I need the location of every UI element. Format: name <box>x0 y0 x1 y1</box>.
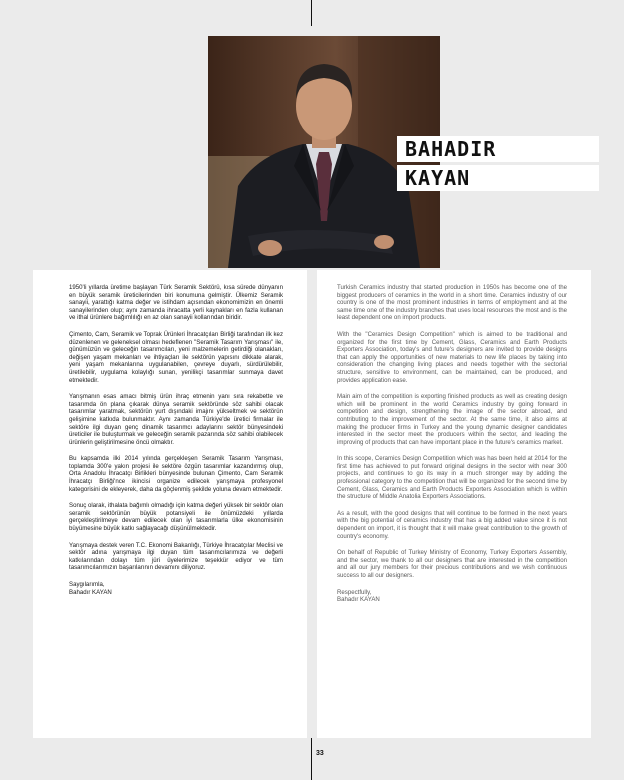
en-paragraph-6: On behalf of Republic of Turkey Ministry of Economy, Turkey Exporters Assembly, and the sector, we thank to all our designers that are interested in the competition and all our jury members for their precious contributions and we wish continuous success to all our designers. <box>337 549 567 579</box>
en-paragraph-4: In this scope, Ceramics Design Competition which was has been held at 2014 for the first time has achieved to put forward original designs in the sector with near 300 projects, and continues to go its way in a much stronger way by adding the professional category to the competition that will be organized for the second time by Cement, Glass, Ceramics and Earth Products Exporters Association which is within the structure of Middle Anatolia Exporters Associations. <box>337 455 567 501</box>
en-paragraph-5: As a result, with the good designs that will continue to be formed in the next years with the big potential of ceramics industry that has a big added value since it is not dependent on import, it is thought that it will make great contribution to the growth of country's economy. <box>337 509 567 540</box>
bottom-divider-line <box>311 738 312 780</box>
tr-paragraph-1: 1950'li yıllarda üretime başlayan Türk Seramik Sektörü, kısa sürede dünyanın en büyük seramik üreticilerinden biri konumuna gelmiştir. Ülkemiz Seramik sanayii, yarattığı katma değer ve istihdam açısından ekonomimizin en önemli sanayilerinden olup; aynı zamanda ihracatta yerli kaynakları en fazla kullanan ve ithal ürünlere bağımlılığı en az olan sanayii kollarından biridir. <box>69 284 283 322</box>
page-number: 33 <box>316 750 324 757</box>
turkish-text-column <box>33 270 307 738</box>
en-closing: Respectfully, <box>337 588 372 596</box>
tr-paragraph-4: Bu kapsamda ilki 2014 yılında gerçekleşen Seramik Tasarım Yarışması, toplamda 300'e yakın projesi ile sektöre özgün tasarımlar kazandırmış olup, Orta Anadolu İhracatçı Birlikleri bünyesinde bulunan Çimento, Cam Seramik İhracatçı Birliği'nce ikincisi organize edilecek yarışmaya profesyonel kategorisini de ekleyerek, daha da göçlenmiş şekilde yoluna devam etmektedir. <box>69 455 283 493</box>
tr-signoff <box>69 581 283 596</box>
en-signature: Bahadır KAYAN <box>337 596 380 604</box>
tr-paragraph-3: Yarışmanın esas amacı bitmiş ürün ihraç etmenin yanı sıra rekabette ve tasarımda ön plana çıkarak dünya seramik sektöründe söz sahibi olacak tasarımlar yaratmak, sektörün yurt dışındaki imajını yükseltmek ve sektörün gelişimine katkıda bulunmaktır. Aynı zamanda Türkiye'de üretici firmalar ile sektöre ilgi duyan genç dinamik tasarımcı adaylarını sektör bünyesindeki üreticiler ile buluşturmak ve geleceğin seramik pazarında söz sahibi olabilecek ürünlerin geliştirilmesine öncü olmaktır. <box>69 393 283 446</box>
tr-signature: Bahadır KAYAN <box>69 588 112 596</box>
top-divider-line <box>311 0 312 26</box>
name-last: KAYAN <box>397 165 599 191</box>
en-paragraph-3: Main aim of the competition is exporting finished products as well as creating design which will be prominent in the world Ceramics industry by going forward in competition and design, strengthening the image of the sector abroad, and contributing to the improvement of the sector. At the same time, it also aims at making the producer firms in Turkey and the young dynamic designer candidates interested in the sector meet the producers within the sector, and leading the improving of products that can have important place in the future's ceramics market. <box>337 393 567 446</box>
en-paragraph-2: With the "Ceramics Design Competition" which is aimed to be traditional and organized for the first time by Cement, Glass, Ceramics and Earth Products Exporters Association, today's and future's designers are invited to provide designs that can apply the opportunities of new materials to new life places by taking into consideration the changing living places and needs together with the sectorial structure, sensitive to environment, can be maintained, can be produced, and provides application ease. <box>337 330 567 384</box>
en-paragraph-1: Turkish Ceramics industry that started production in 1950s has become one of the biggest producers of ceramics in the world in a short time. Ceramics industry of our country is one of the most prominent industries in terms of employment and at the same time one of the industry branches that uses local resources the most and is the least dependent one on import products. <box>337 284 567 322</box>
tr-paragraph-6: Yarışmaya destek veren T.C. Ekonomi Bakanlığı, Türkiye İhracatçılar Meclisi ve sektör adına yarışmaya ilgi duyan tüm tasarımcılarımıza ve değerli katkılarından dolayı tüm jüri üyelerimize teşekkür ediyor ve tüm tasarımcılarımızın başarılarının devamını diliyoruz. <box>69 541 283 572</box>
tr-paragraph-2: Çimento, Cam, Seramik ve Toprak Ürünleri İhracatçıları Birliği tarafından ilk kez düzenlenen ve geleneksel olması hedeflenen "Seramik Tasarım Yarışması" ile, günümüzün ve geleceğin tasarımcıları, yeni malzemelerin getirdiği olanakları, değişen yaşam mekanları ve ihtiyaçları ile sektörün yapısını dikkate alarak, yeni yaşam mekanlarına uygulanabilen, çevreye duyarlı, sürdürülebilir, üretilebilir, uygulama kolaylığı sunan, yenilikçi tasarımlar sunmaya davet etmektedir. <box>69 330 283 384</box>
english-text-column <box>317 270 591 738</box>
name-first: BAHADIR <box>397 136 599 162</box>
tr-closing: Saygılarımla, <box>69 581 105 588</box>
tr-paragraph-5: Sonuç olarak, ithalata bağımlı olmadığı için katma değeri yüksek bir sektör olan seramik sektörünün büyük potansiyeli ile önümüzdeki yıllarda gerçekleştirilmeye devam edilecek olan iyi tasarımlarla ülke ekonomisinin büyümesine büyük katkı sağlayacağı düşünülmektedir. <box>69 502 283 533</box>
en-signoff <box>337 589 567 604</box>
